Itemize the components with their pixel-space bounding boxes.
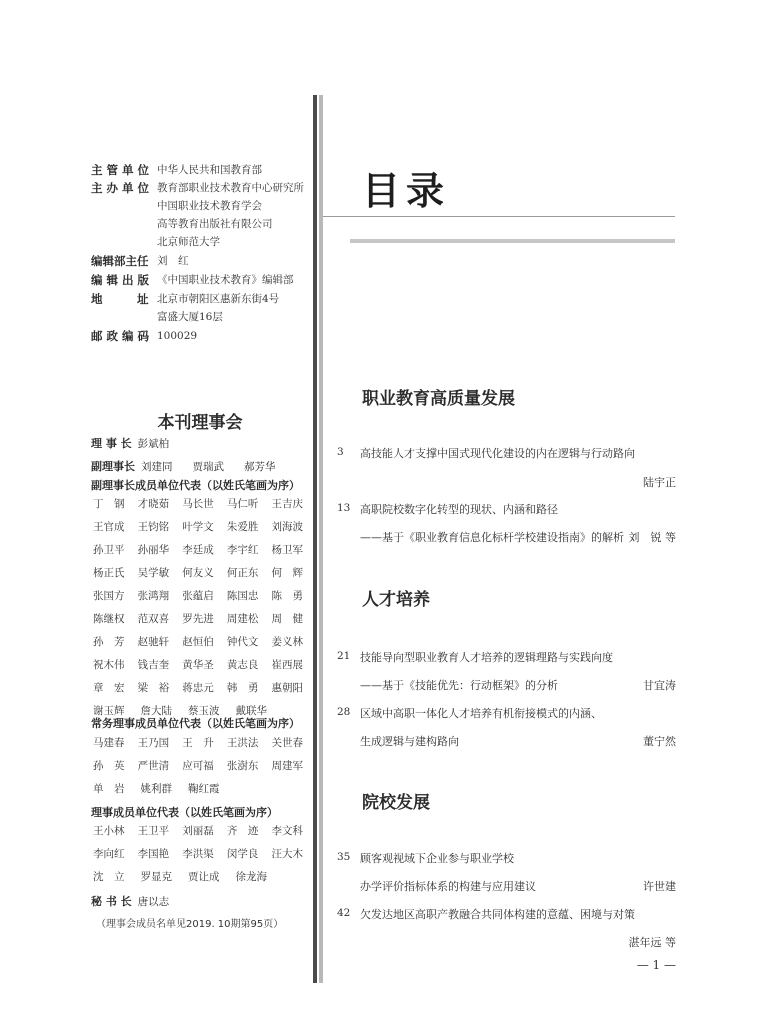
info-label: 地 址 <box>91 292 149 306</box>
member-name: 祝木伟 <box>93 659 125 671</box>
member-name: 惠朝阳 <box>271 682 303 694</box>
title-rule-thin <box>323 216 675 217</box>
article-page: 3 <box>337 446 344 458</box>
article-title-cont[interactable]: 办学评价指标体系的构建与应用建议 <box>360 880 536 893</box>
member-name: 王 升 <box>182 737 214 749</box>
names-row <box>93 587 303 605</box>
article-author: 甘宜涛 <box>643 679 676 692</box>
member-name: 姜义林 <box>271 636 303 648</box>
board-secretary <box>91 893 169 909</box>
member-name: 李廷成 <box>182 544 214 556</box>
article-page: 13 <box>337 502 351 514</box>
member-name: 丁 钢 <box>93 498 125 510</box>
info-value: 《中国职业技术教育》编辑部 <box>157 274 294 286</box>
names-row <box>93 633 303 651</box>
article-title[interactable]: 顾客观视域下企业参与职业学校 <box>360 852 514 865</box>
member-name: 崔西展 <box>271 659 303 671</box>
member-name: 王钧铭 <box>137 521 170 533</box>
standing-units-heading: 常务理事成员单位代表（以姓氏笔画为序） <box>91 717 300 730</box>
member-name: 鞠红霞 <box>188 783 220 795</box>
member-name: 杨卫军 <box>271 544 303 556</box>
member-name: 孙丽华 <box>137 544 170 556</box>
member-name: 贾让成 <box>188 871 220 883</box>
member-name: 王吉庆 <box>271 498 303 510</box>
member-name: 孙卫平 <box>93 544 125 556</box>
member-name: 刘海波 <box>271 521 303 533</box>
info-value: 北京市朝阳区惠新东街4号 <box>157 293 280 305</box>
board-title: 本刊理事会 <box>157 413 243 433</box>
member-name: 吴学敏 <box>137 567 170 579</box>
chairman-name: 彭斌柏 <box>137 438 170 450</box>
member-name: 才晓茹 <box>137 498 170 510</box>
member-name: 杨正氏 <box>93 567 125 579</box>
member-name: 罗先进 <box>182 613 214 625</box>
board-chairman <box>91 435 169 451</box>
member-name: 张澍东 <box>226 760 259 772</box>
info-value: 教育部职业技术教育中心研究所 <box>157 182 304 194</box>
member-name: 戴联华 <box>235 705 267 717</box>
member-name: 黄华圣 <box>182 659 214 671</box>
info-label: 主 办 单 位 <box>91 181 150 195</box>
member-name: 蔡玉波 <box>188 705 220 717</box>
member-name: 詹大陆 <box>140 705 172 717</box>
section-title: 职业教育高质量发展 <box>362 389 515 409</box>
member-name: 何正东 <box>226 567 259 579</box>
article-author: 董宁然 <box>643 735 676 748</box>
member-name: 马长世 <box>182 498 214 510</box>
member-name: 张国方 <box>93 590 125 602</box>
member-name: 王小林 <box>93 825 125 837</box>
names-row <box>93 610 303 628</box>
member-name: 范双喜 <box>137 613 170 625</box>
member-name: 周建军 <box>271 760 303 772</box>
info-sponsor-line: 中国职业技术教育学会 <box>157 200 262 212</box>
member-name: 刘丽磊 <box>182 825 214 837</box>
board-note: （理事会成员名单见2019. 10期第95页） <box>96 919 284 930</box>
info-label: 编 辑 出 版 <box>91 273 150 287</box>
secretary-label: 秘 书 长 <box>91 895 132 908</box>
member-name: 何 辉 <box>271 567 303 579</box>
member-name: 李洪渠 <box>182 848 214 860</box>
member-name: 章 宏 <box>93 682 125 694</box>
member-name: 李宇红 <box>226 544 259 556</box>
vice-chairman-name: 贾瑞武 <box>192 461 224 473</box>
article-title[interactable]: 技能导向型职业教育人才培养的逻辑理路与实践向度 <box>360 651 613 664</box>
member-name: 陈 勇 <box>271 590 303 602</box>
names-row <box>93 656 303 674</box>
member-name: 张鸿翔 <box>137 590 170 602</box>
member-name: 张蕴启 <box>182 590 214 602</box>
member-name: 沈 立 <box>93 871 125 883</box>
member-name: 韩 勇 <box>226 682 259 694</box>
board-vice-chairman <box>91 458 276 474</box>
section-title: 人才培养 <box>362 590 430 610</box>
secretary-name: 唐以志 <box>137 896 170 908</box>
member-name: 何友义 <box>182 567 214 579</box>
names-row <box>93 845 303 863</box>
vice-chairman-name: 郝芳华 <box>244 461 276 473</box>
member-name: 王乃国 <box>137 737 170 749</box>
names-row <box>93 518 303 536</box>
article-author: 许世建 <box>643 880 676 893</box>
member-name: 闵学良 <box>226 848 259 860</box>
article-title[interactable]: 高技能人才支撑中国式现代化建设的内在逻辑与行动路向 <box>360 447 635 460</box>
member-name: 孙 英 <box>93 760 125 772</box>
page-number: — 1 — <box>636 958 676 972</box>
member-name: 陈国忠 <box>226 590 259 602</box>
member-name: 孙 芳 <box>93 636 125 648</box>
names-row <box>93 734 303 752</box>
member-name: 周建松 <box>226 613 259 625</box>
info-value: 100029 <box>157 330 198 342</box>
article-author: 湛年远 等 <box>628 936 676 949</box>
article-page: 28 <box>337 706 351 718</box>
names-row <box>93 780 303 798</box>
member-name: 李文科 <box>271 825 303 837</box>
member-name: 陈继权 <box>93 613 125 625</box>
member-name: 梁 裕 <box>137 682 170 694</box>
names-row <box>93 564 303 582</box>
article-subtitle[interactable]: ——基于《职业教育信息化标杆学校建设指南》的解析 <box>360 531 624 544</box>
member-name: 严世清 <box>137 760 170 772</box>
article-page: 35 <box>337 851 351 863</box>
member-name: 蒋忠元 <box>182 682 214 694</box>
member-name: 单 岩 <box>93 783 125 795</box>
article-page: 21 <box>337 650 351 662</box>
article-subtitle[interactable]: ——基于《技能优先：行动框架》的分析 <box>360 679 558 692</box>
article-title-cont[interactable]: 生成逻辑与建构路向 <box>360 735 459 748</box>
title-rule-thick <box>350 239 675 243</box>
vice-chairman-label: 副理事长 <box>91 460 135 473</box>
member-name: 王官成 <box>93 521 125 533</box>
member-name: 周 健 <box>271 613 303 625</box>
article-page: 42 <box>337 907 351 919</box>
article-title[interactable]: 欠发达地区高职产教融合共同体构建的意蕴、困境与对策 <box>360 908 635 921</box>
vice-units-heading: 副理事长成员单位代表（以姓氏笔画为序） <box>91 479 300 492</box>
member-name: 李向红 <box>93 848 125 860</box>
member-name: 马仁听 <box>226 498 259 510</box>
info-sponsor-line: 北京师范大学 <box>157 236 220 248</box>
member-name: 钱吉奎 <box>137 659 170 671</box>
names-row <box>93 868 303 886</box>
chairman-label: 理 事 长 <box>91 437 132 450</box>
section-title: 院校发展 <box>362 793 430 813</box>
article-title[interactable]: 高职院校数字化转型的现状、内涵和路径 <box>360 503 558 516</box>
member-name: 徐龙海 <box>235 871 267 883</box>
article-author: 刘 锐 等 <box>628 531 676 544</box>
info-label: 编辑部主任 <box>91 254 149 268</box>
vice-chairman-name: 刘建同 <box>141 461 173 473</box>
names-row <box>93 679 303 697</box>
divider-bar-dark <box>313 95 317 983</box>
member-name: 汪大木 <box>271 848 303 860</box>
member-name: 关世春 <box>271 737 303 749</box>
member-name: 姚利群 <box>140 783 172 795</box>
member-name: 钟代文 <box>226 636 259 648</box>
member-name: 谢玉辉 <box>93 705 125 717</box>
member-name: 叶学文 <box>182 521 214 533</box>
info-label: 邮 政 编 码 <box>91 329 150 343</box>
member-name: 罗显克 <box>140 871 172 883</box>
member-name: 齐 迹 <box>226 825 259 837</box>
names-row <box>93 541 303 559</box>
member-name: 王卫平 <box>137 825 170 837</box>
info-value: 中华人民共和国教育部 <box>157 164 262 176</box>
names-row <box>93 495 303 513</box>
article-title[interactable]: 区域中高职一体化人才培养有机衔接模式的内涵、 <box>360 707 602 720</box>
info-address-line: 富盛大厦16层 <box>157 311 223 323</box>
divider-bar-gray <box>319 95 323 983</box>
member-name: 黄志良 <box>226 659 259 671</box>
member-name: 朱爱胜 <box>226 521 259 533</box>
info-value: 刘 红 <box>157 255 189 267</box>
member-name: 马建春 <box>93 737 125 749</box>
names-row <box>93 757 303 775</box>
info-sponsor-line: 高等教育出版社有限公司 <box>157 218 273 230</box>
member-name: 李国艳 <box>137 848 170 860</box>
toc-title: 目录 <box>362 168 451 213</box>
member-name: 赵驰轩 <box>137 636 170 648</box>
member-name: 王洪法 <box>226 737 259 749</box>
member-units-heading: 理事成员单位代表（以姓氏笔画为序） <box>91 806 278 819</box>
member-name: 应可福 <box>182 760 214 772</box>
article-author: 陆宇正 <box>643 476 676 489</box>
info-label: 主 管 单 位 <box>91 163 150 177</box>
member-name: 赵恒伯 <box>182 636 214 648</box>
names-row <box>93 822 303 840</box>
